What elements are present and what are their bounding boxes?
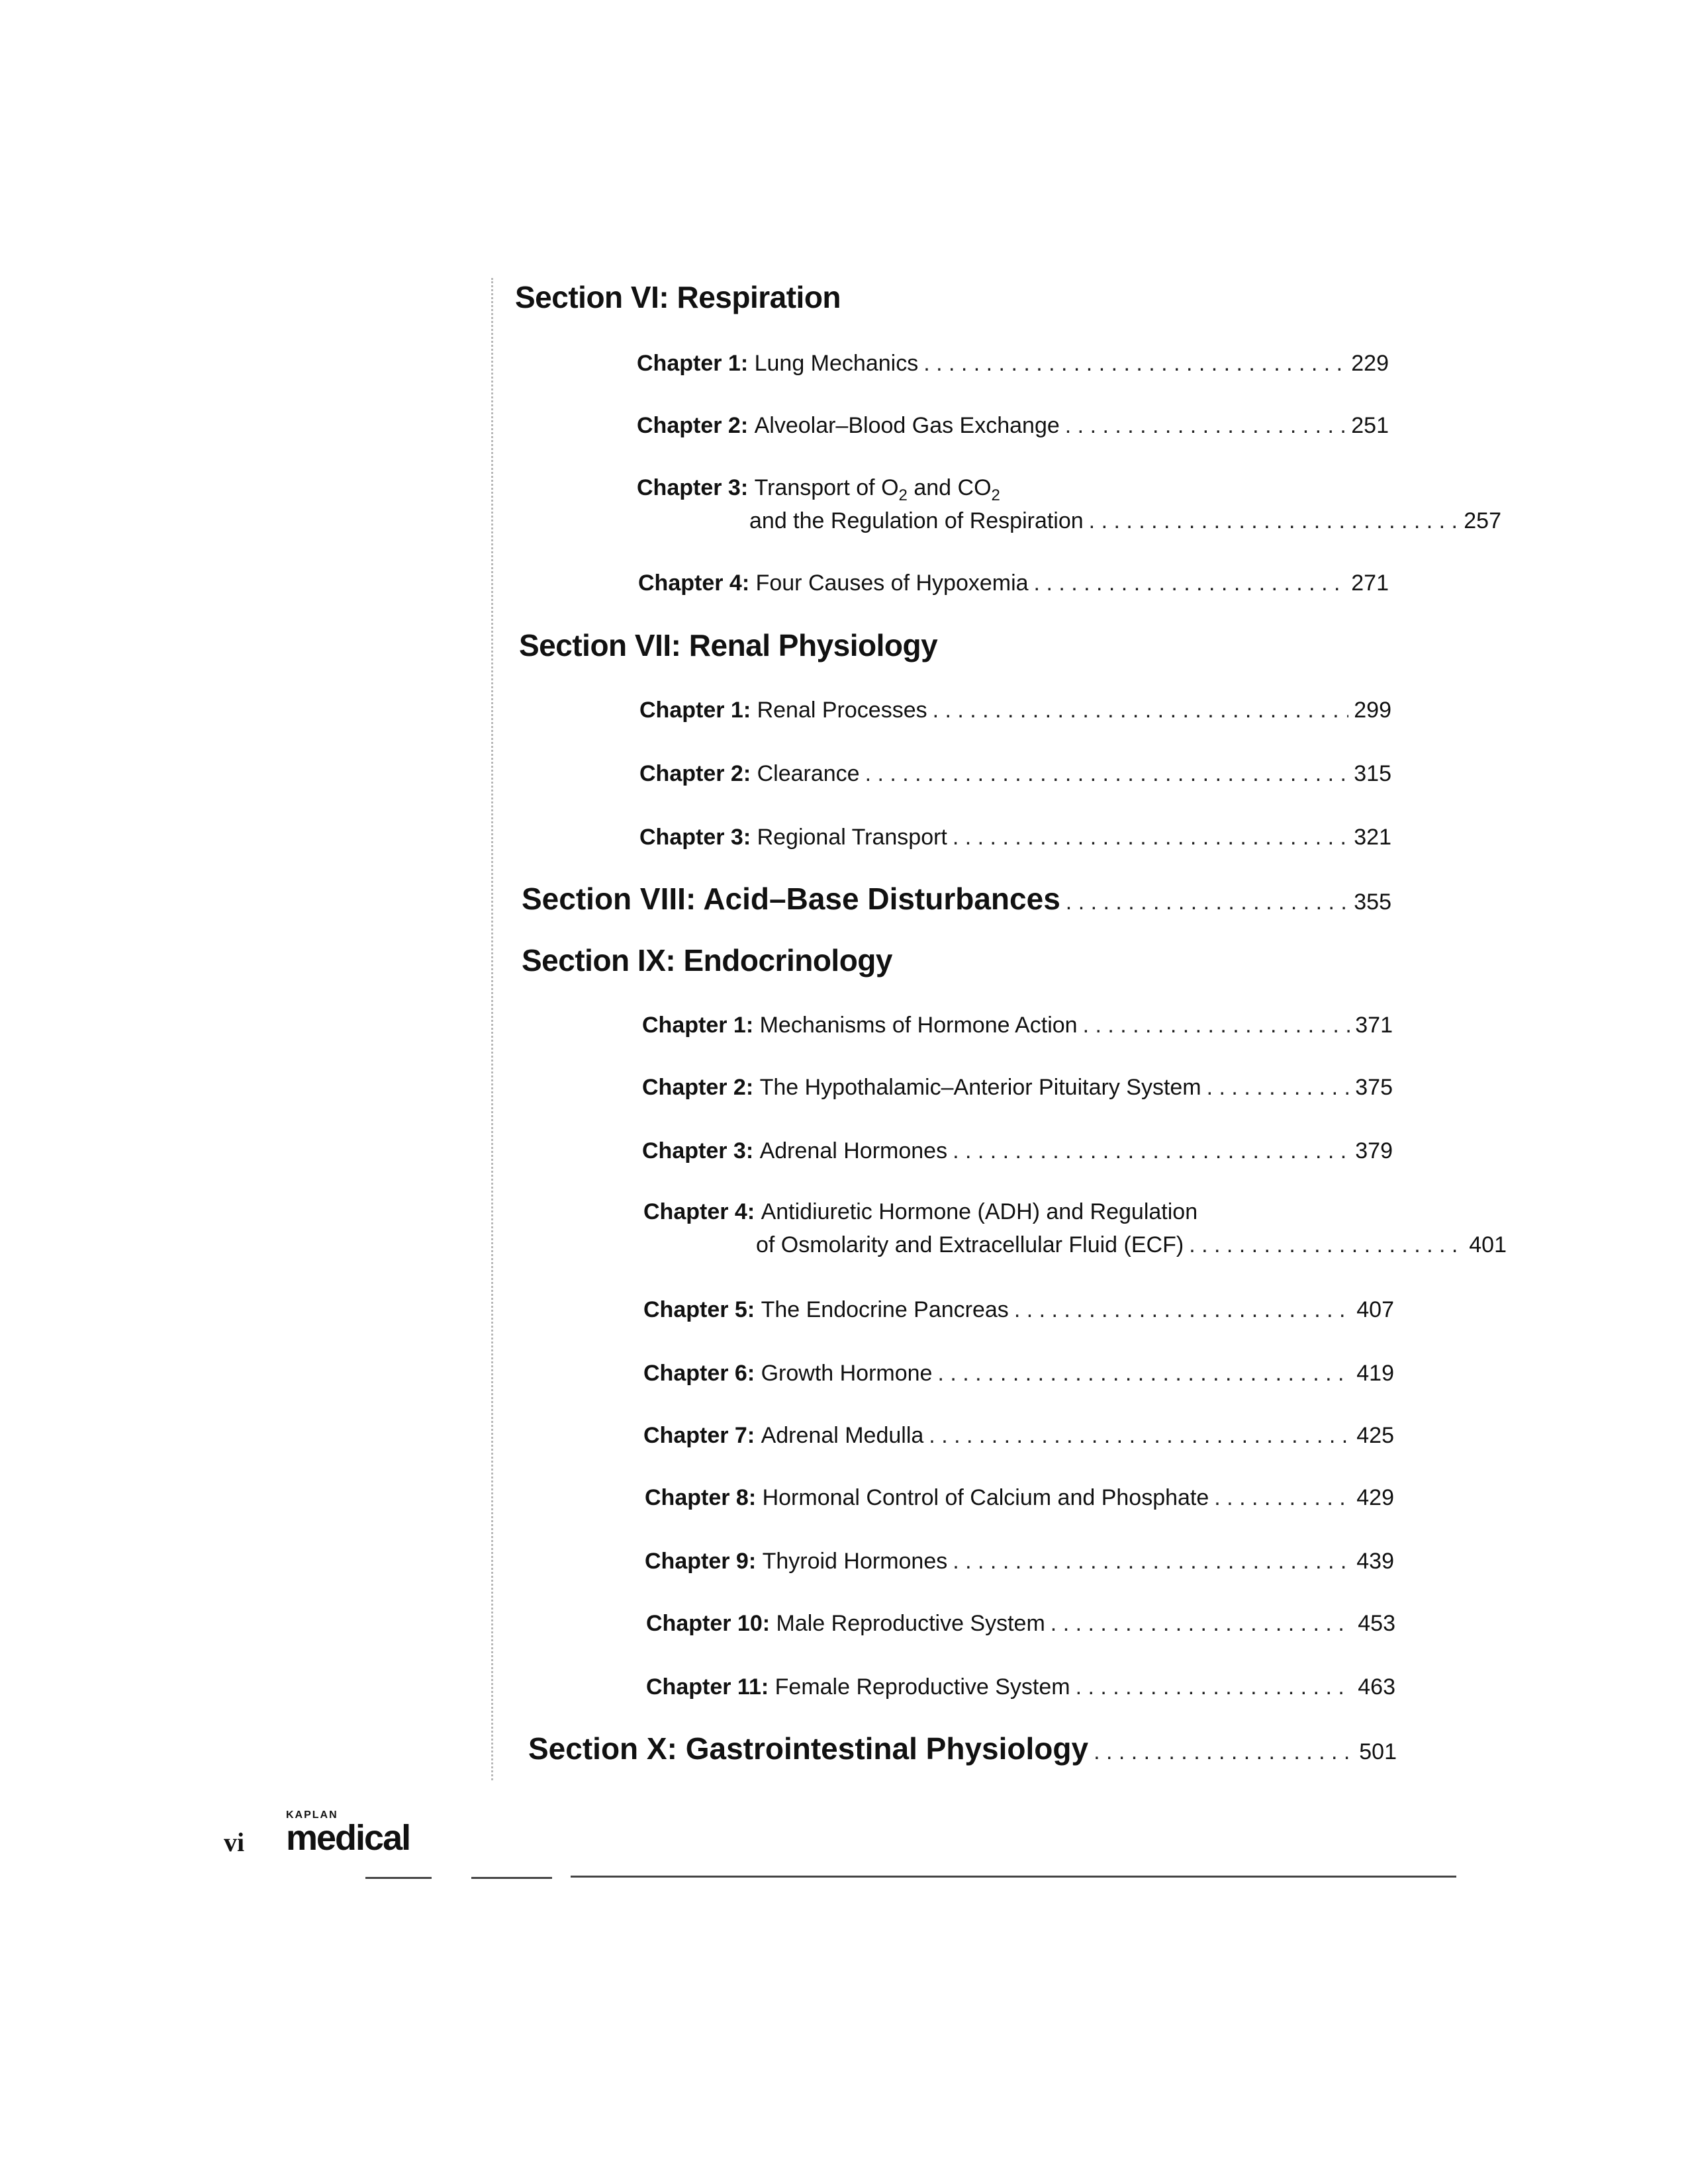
chapter-title: Male Reproductive System <box>776 1611 1045 1636</box>
chapter-label: Chapter 5: <box>643 1297 755 1322</box>
page-number: 407 <box>1356 1297 1394 1322</box>
logo-medical-text: medical <box>286 1818 410 1858</box>
toc-entry[interactable] <box>639 757 1391 790</box>
page-number: 439 <box>1356 1549 1394 1574</box>
chapter-label: Chapter 7: <box>643 1423 755 1448</box>
dot-leader <box>1094 1732 1354 1772</box>
page-number: 355 <box>1354 889 1391 915</box>
dot-leader <box>1214 1481 1351 1514</box>
toc-entry[interactable] <box>639 821 1391 854</box>
chapter-title: Renal Processes <box>757 698 927 723</box>
chapter-title: Lung Mechanics <box>754 351 919 376</box>
dot-leader <box>1014 1293 1351 1326</box>
chapter-title: Adrenal Hormones <box>759 1138 948 1163</box>
chapter-title: Adrenal Medulla <box>761 1423 924 1448</box>
chapter-label: Chapter 2: <box>639 761 751 786</box>
chapter-title: Thyroid Hormones <box>762 1549 948 1574</box>
dot-leader <box>953 1134 1350 1167</box>
dot-leader <box>1189 1228 1464 1261</box>
page-number: 299 <box>1354 698 1391 723</box>
kaplan-medical-logo <box>286 1809 410 1858</box>
page-number: 453 <box>1358 1611 1395 1636</box>
margin-dotted-rule <box>491 278 493 1780</box>
chapter-label: Chapter 3: <box>639 825 751 850</box>
toc-entry[interactable] <box>637 409 1389 442</box>
chapter-title-line1: Antidiuretic Hormone (ADH) and Regulation <box>761 1199 1198 1224</box>
chapter-label: Chapter 8: <box>645 1485 757 1510</box>
page-number: 371 <box>1355 1013 1393 1038</box>
page-number: 401 <box>1469 1232 1507 1257</box>
toc-section-entry[interactable] <box>522 879 1391 922</box>
logo-kaplan-text: KAPLAN <box>286 1809 338 1821</box>
dot-leader <box>1089 504 1459 537</box>
dot-leader <box>953 1545 1351 1578</box>
page-number: 257 <box>1464 508 1501 533</box>
page-number: 251 <box>1351 413 1389 438</box>
dot-leader <box>929 1419 1351 1452</box>
toc-entry[interactable] <box>637 471 1501 537</box>
chapter-label: Chapter 11: <box>646 1674 769 1700</box>
chapter-title: The Endocrine Pancreas <box>761 1297 1009 1322</box>
chapter-label: Chapter 4: <box>643 1199 755 1224</box>
dot-leader <box>865 757 1349 790</box>
chapter-title-line1: Transport of $O_2$ and $CO_2$ <box>754 475 1000 504</box>
chapter-label: Chapter 3: <box>637 475 749 500</box>
chapter-label: Chapter 1: <box>642 1013 754 1038</box>
page-number: 321 <box>1354 825 1391 850</box>
chapter-label: Chapter 4: <box>638 570 750 596</box>
toc-entry[interactable] <box>646 1607 1395 1640</box>
toc-entry[interactable] <box>643 1195 1507 1261</box>
toc-entry[interactable] <box>637 347 1389 380</box>
section-heading: Section IX: Endocrinology <box>522 943 892 978</box>
chapter-title: Clearance <box>757 761 860 786</box>
dot-leader <box>1066 882 1348 922</box>
footer-rule <box>365 1877 432 1879</box>
dot-leader <box>1207 1071 1350 1104</box>
section-heading: Section VI: Respiration <box>515 280 841 314</box>
chapter-label: Chapter 1: <box>637 351 749 376</box>
chapter-label: Chapter 1: <box>639 698 751 723</box>
toc-entry[interactable] <box>643 1357 1394 1390</box>
chapter-label: Chapter 2: <box>642 1075 754 1100</box>
folio-page-number: vi <box>224 1827 245 1857</box>
page-number: 229 <box>1351 351 1389 376</box>
toc-entry[interactable] <box>643 1293 1394 1326</box>
page-number: 315 <box>1354 761 1391 786</box>
chapter-title: Mechanisms of Hormone Action <box>759 1013 1078 1038</box>
toc-entry[interactable] <box>643 1419 1394 1452</box>
chapter-title: Regional Transport <box>757 825 947 850</box>
page-number: 419 <box>1356 1361 1394 1386</box>
page-number: 425 <box>1356 1423 1394 1448</box>
toc-entry[interactable] <box>639 694 1391 727</box>
chapter-label: Chapter 2: <box>637 413 749 438</box>
chapter-title: Hormonal Control of Calcium and Phosphate <box>762 1485 1209 1510</box>
toc-section-entry[interactable] <box>528 1729 1397 1772</box>
chapter-label: Chapter 3: <box>642 1138 754 1163</box>
page-number: 271 <box>1351 570 1389 596</box>
chapter-label: Chapter 9: <box>645 1549 757 1574</box>
footer-rule <box>571 1876 1456 1878</box>
toc-entry[interactable] <box>642 1134 1393 1167</box>
dot-leader <box>1034 567 1346 600</box>
dot-leader <box>933 694 1349 727</box>
page-number: 429 <box>1356 1485 1394 1510</box>
dot-leader <box>937 1357 1351 1390</box>
toc-entry[interactable] <box>638 567 1389 600</box>
page-number: 463 <box>1358 1674 1395 1700</box>
dot-leader <box>1051 1607 1352 1640</box>
section-heading: Section VIII: Acid–Base Disturbances <box>522 882 1060 916</box>
chapter-title: The Hypothalamic–Anterior Pituitary System <box>759 1075 1201 1100</box>
toc-entry[interactable] <box>642 1071 1393 1104</box>
footer-rule <box>471 1877 552 1879</box>
toc-entry[interactable] <box>642 1009 1393 1042</box>
dot-leader <box>1076 1670 1353 1704</box>
toc-entry[interactable] <box>645 1481 1394 1514</box>
chapter-title: Female Reproductive System <box>774 1674 1070 1700</box>
dot-leader <box>1065 409 1346 442</box>
chapter-title-line2: of Osmolarity and Extracellular Fluid (ECF) <box>756 1232 1184 1257</box>
section-heading: Section X: Gastrointestinal Physiology <box>528 1731 1089 1766</box>
chapter-title: Growth Hormone <box>761 1361 933 1386</box>
dot-leader <box>923 347 1346 380</box>
toc-entry[interactable] <box>646 1670 1395 1704</box>
chapter-title-line2: and the Regulation of Respiration <box>749 508 1084 533</box>
chapter-label: Chapter 6: <box>643 1361 755 1386</box>
page-number: 379 <box>1355 1138 1393 1163</box>
toc-entry[interactable] <box>645 1545 1394 1578</box>
chapter-title: Four Causes of Hypoxemia <box>755 570 1029 596</box>
page-number: 501 <box>1359 1739 1397 1764</box>
chapter-label: Chapter 10: <box>646 1611 771 1636</box>
chapter-title: Alveolar–Blood Gas Exchange <box>754 413 1060 438</box>
page-number: 375 <box>1355 1075 1393 1100</box>
section-heading: Section VII: Renal Physiology <box>519 628 938 662</box>
dot-leader <box>1083 1009 1350 1042</box>
dot-leader <box>953 821 1348 854</box>
